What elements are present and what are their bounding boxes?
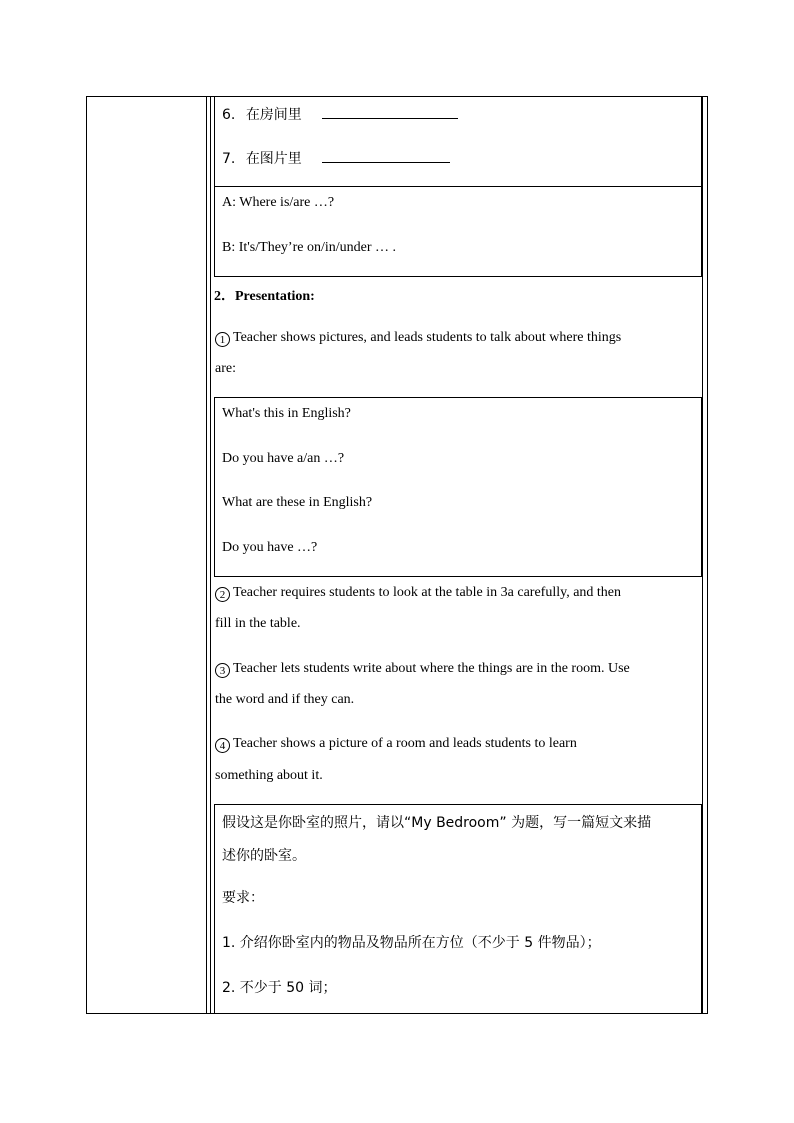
vocab-num: 7. [222, 151, 236, 167]
answer-blank[interactable] [322, 148, 450, 163]
writing-prompt-line2: 述你的卧室。 [222, 848, 306, 864]
vocab-num: 6. [222, 107, 236, 123]
question-3: What are these in English? [222, 495, 373, 510]
requirement-2: 2. 不少于 50 词； [222, 980, 337, 996]
vocab-text: 在图片里 [245, 151, 302, 167]
step-3-cont: the word and if they can. [215, 692, 355, 707]
requirement-1: 1. 介绍你卧室内的物品及物品所在方位（不少于 5 件物品）； [222, 935, 601, 951]
vocab-item-7 [222, 148, 450, 168]
step-text: Teacher lets students write about where the things are in the room. Use [233, 661, 630, 676]
column-divider-left [206, 96, 207, 1014]
question-4: Do you have …? [222, 540, 318, 555]
dialog-b: B: It's/They’re on/in/under … . [222, 240, 396, 255]
column-divider-right [210, 96, 211, 1014]
step-text: Teacher requires students to look at the table in 3a carefully, and then [233, 585, 622, 600]
column-divider-end [702, 96, 703, 1014]
step-3 [215, 661, 630, 678]
dialog-a: A: Where is/are …? [222, 195, 335, 210]
writing-prompt-line1: 假设这是你卧室的照片，请以“My Bedroom” 为题，写一篇短文来描 [222, 815, 652, 831]
step-2-cont: fill in the table. [215, 616, 301, 631]
vocab-item-6 [222, 104, 458, 124]
question-2: Do you have a/an …? [222, 451, 345, 466]
step-1-cont: are: [215, 361, 236, 376]
step-1 [215, 330, 621, 347]
step-2 [215, 585, 621, 602]
step-number-badge: 4 [215, 738, 230, 753]
step-text: Teacher shows a picture of a room and leads students to learn [233, 736, 577, 751]
step-number-badge: 2 [215, 587, 230, 602]
step-number-badge: 3 [215, 663, 230, 678]
requirements-label: 要求： [222, 890, 264, 906]
step-4 [215, 736, 577, 753]
step-4-cont: something about it. [215, 768, 323, 783]
answer-blank[interactable] [322, 104, 458, 119]
question-1: What's this in English? [222, 406, 351, 421]
step-number-badge: 1 [215, 332, 230, 347]
vocab-text: 在房间里 [245, 107, 302, 123]
step-text: Teacher shows pictures, and leads students to talk about where things [233, 330, 622, 345]
presentation-heading: 2．Presentation: [214, 289, 315, 304]
